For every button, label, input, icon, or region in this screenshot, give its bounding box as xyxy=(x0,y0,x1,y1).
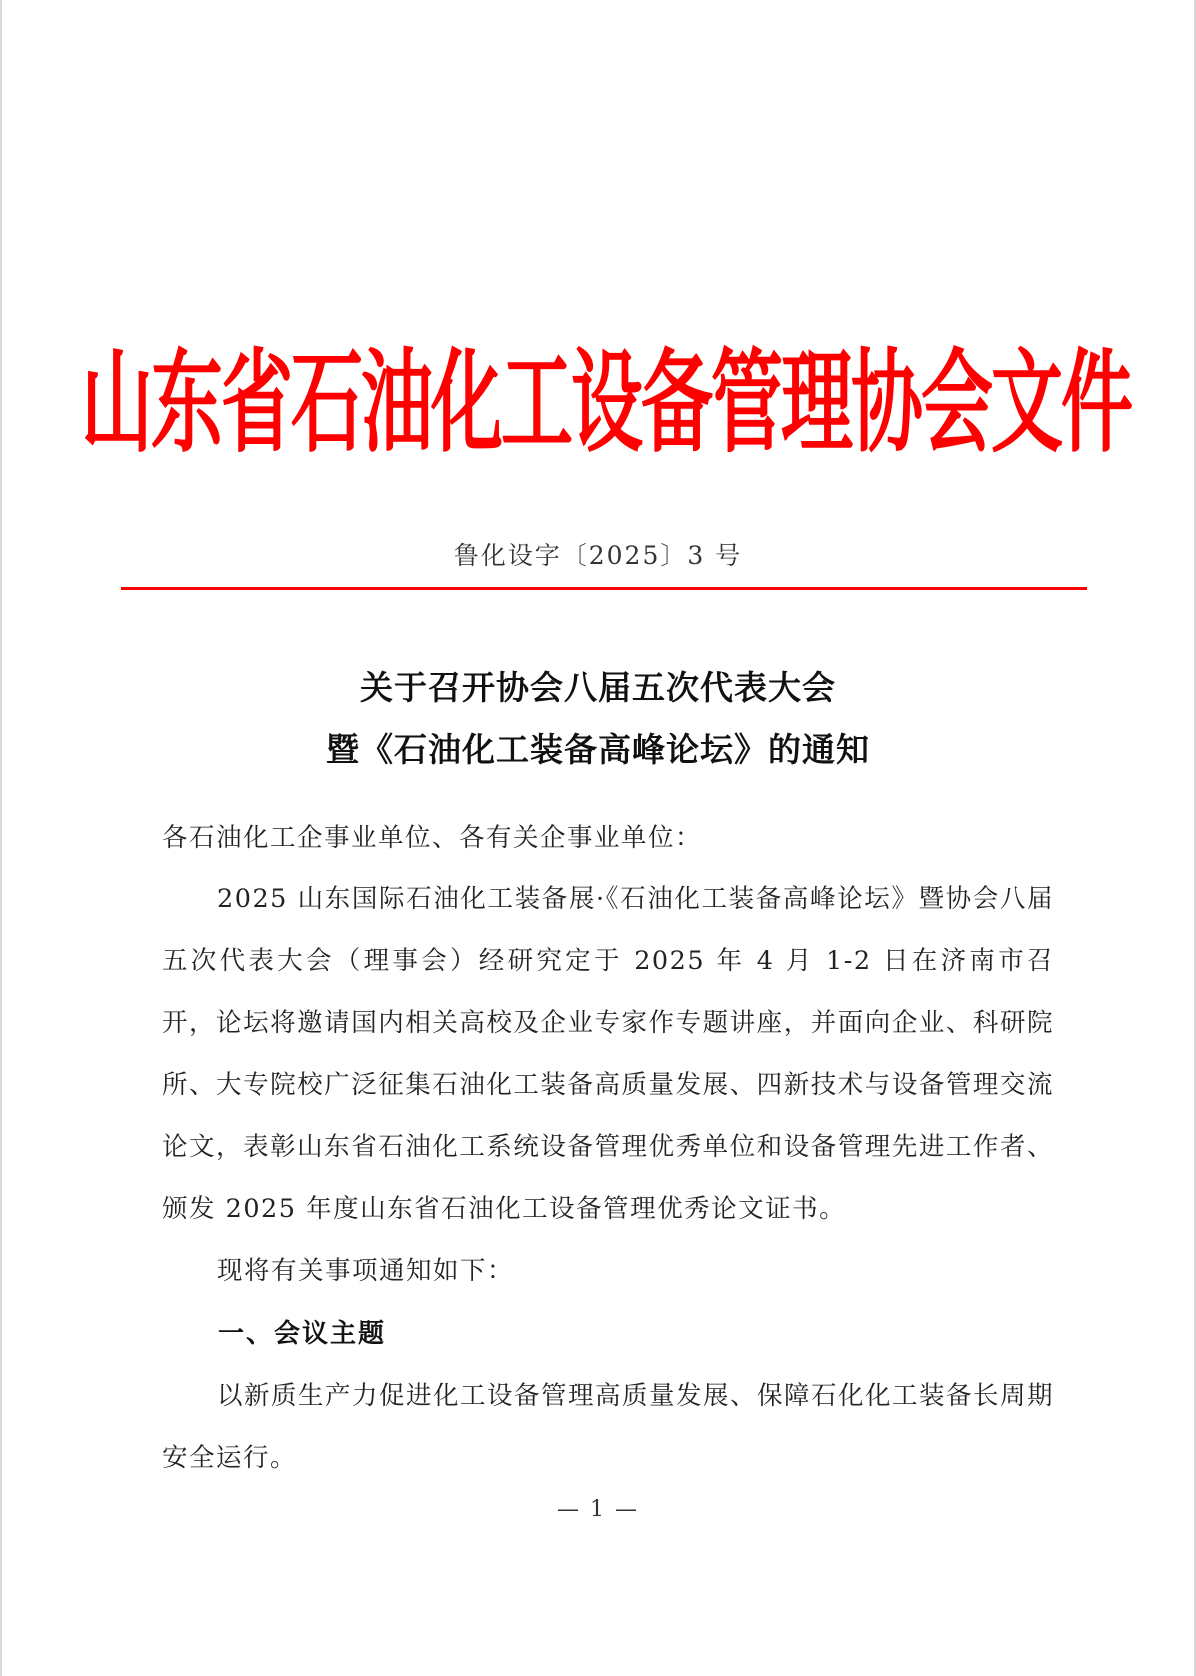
notice-title-line-2: 暨《石油化工装备高峰论坛》的通知 xyxy=(326,730,870,769)
notice-title-line-1: 关于召开协会八届五次代表大会 xyxy=(360,668,836,707)
org-masthead-text: 山东省石油化工设备管理协会文件 xyxy=(81,337,1132,468)
page-edge-left xyxy=(0,0,2,1676)
body-paragraph-intro: 2025 山东国际石油化工装备展·《石油化工装备高峰论坛》暨协会八届五次代表大会（理事会）经研究定于 2025 年 4 月 1-2 日在济南市召开，论坛将邀请国内相关高校及企业专家作专题讲座，并面向企业、科研院所、大专院校广泛征集石油化工装备高质量发展、四新技术与设备管理交流论文，表彰山东省石油化工系统设备管理优秀单位和设备管理先进工作者、颁发 2025 年度山东省石油化工设备管理优秀论文证书。 xyxy=(162,884,1054,1224)
org-masthead xyxy=(81,318,1132,468)
section-text-theme: 以新质生产力促进化工设备管理高质量发展、保障石化化工装备长周期安全运行。 xyxy=(162,1381,1055,1473)
section-heading-theme: 一、会议主题 xyxy=(218,1319,387,1349)
body-paragraph-notice: 现将有关事项通知如下： xyxy=(217,1256,515,1286)
red-divider-line xyxy=(121,587,1087,590)
salutation: 各石油化工企事业单位、各有关企事业单位： xyxy=(162,823,703,853)
document-number: 鲁化设字〔2025〕3 号 xyxy=(453,541,743,570)
page-number: — 1 — xyxy=(557,1497,639,1522)
